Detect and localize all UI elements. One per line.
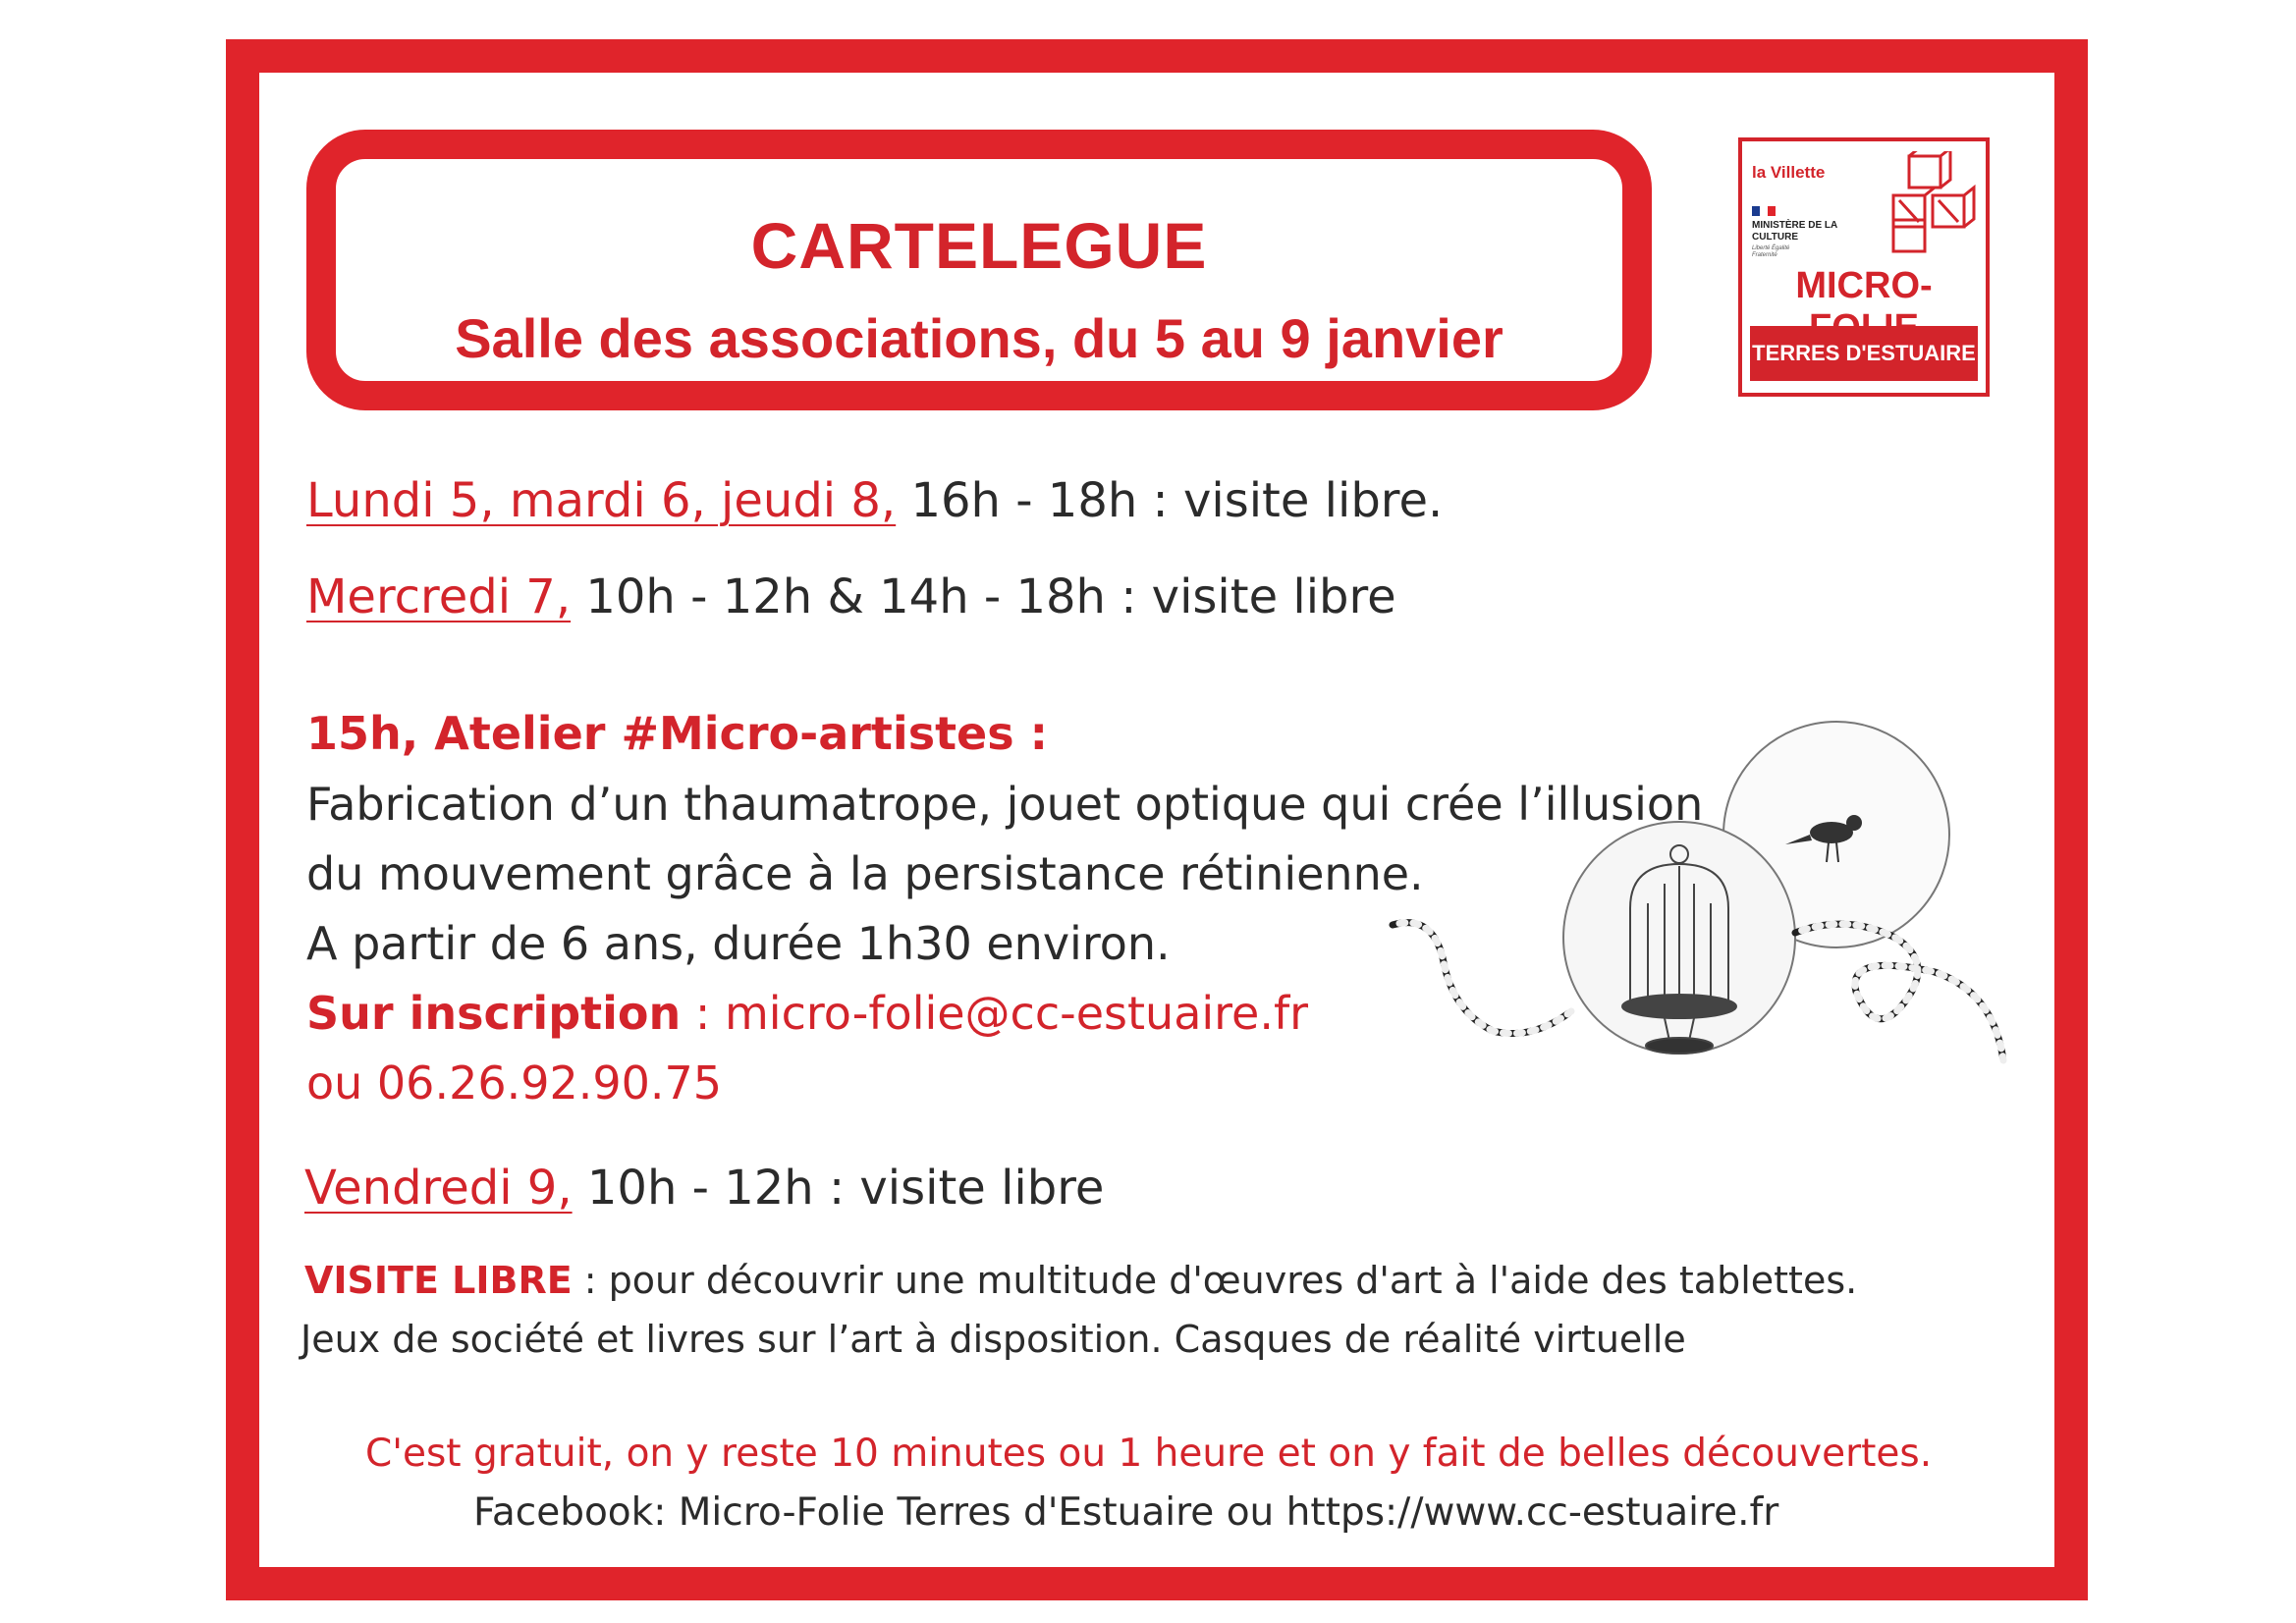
terres-estuaire-banner: TERRES D'ESTUAIRE (1750, 326, 1978, 381)
la-villette-logo-text: la Villette (1752, 163, 1826, 182)
visite-text-1: : pour découvrir une multitude d'œuvres d'art à l'aide des tablettes. (572, 1259, 1858, 1302)
page-subtitle: Salle des associations, du 5 au 9 janvier (455, 307, 1503, 369)
page-title: CARTELEGUE (750, 209, 1208, 282)
schedule-time-1: 16h - 18h : visite libre. (896, 473, 1444, 528)
schedule-line-2 (306, 569, 1396, 624)
thaumatrope-illustration (1385, 717, 2033, 1159)
gratuit-text: C'est gratuit, on y reste 10 minutes ou 1 heure et on y fait de belles découvertes. (365, 1432, 1933, 1476)
inscription-label: Sur inscription (306, 987, 682, 1040)
motto-text: Liberté Égalité Fraternité (1752, 245, 1790, 258)
atelier-desc-1: Fabrication d’un thaumatrope, jouet optique qui crée l’illusion (306, 778, 1704, 831)
ministere-text: MINISTÈRE DE LA CULTURE (1752, 220, 1837, 243)
visite-text-2: Jeux de société et livres sur l’art à disposition. Casques de réalité virtuelle (301, 1318, 1686, 1361)
inscription-phone: ou 06.26.92.90.75 (306, 1056, 723, 1109)
schedule-time-3: 10h - 12h : visite libre (572, 1161, 1105, 1216)
french-flag-icon (1752, 206, 1776, 216)
schedule-day-3: Vendredi 9, (304, 1161, 573, 1216)
visite-label: VISITE LIBRE (304, 1259, 573, 1302)
facebook-text: Facebook: Micro-Folie Terres d'Estuaire ou https://www.cc-estuaire.fr (473, 1490, 1779, 1535)
schedule-day-2: Mercredi 7, (306, 569, 572, 624)
title-box (306, 130, 1652, 410)
atelier-desc-3: A partir de 6 ans, durée 1h30 environ. (306, 917, 1171, 970)
micro-folie-text: MICRO- (1795, 265, 1933, 306)
visite-line-1 (304, 1259, 1857, 1302)
schedule-line-1 (306, 473, 1443, 528)
atelier-title: 15h, Atelier #Micro-artistes : (306, 707, 1049, 760)
schedule-time-2: 10h - 12h & 14h - 18h : visite libre (571, 569, 1396, 624)
schedule-line-3 (304, 1161, 1104, 1216)
micro-folie-logo (1738, 137, 1990, 397)
inscription-email: : micro-folie@cc-estuaire.fr (681, 987, 1309, 1040)
inscription-line (306, 987, 1308, 1040)
atelier-desc-2: du mouvement grâce à la persistance rétinienne. (306, 847, 1424, 900)
schedule-day-1: Lundi 5, mardi 6, jeudi 8, (306, 473, 897, 528)
cubes-icon (1889, 151, 1988, 254)
